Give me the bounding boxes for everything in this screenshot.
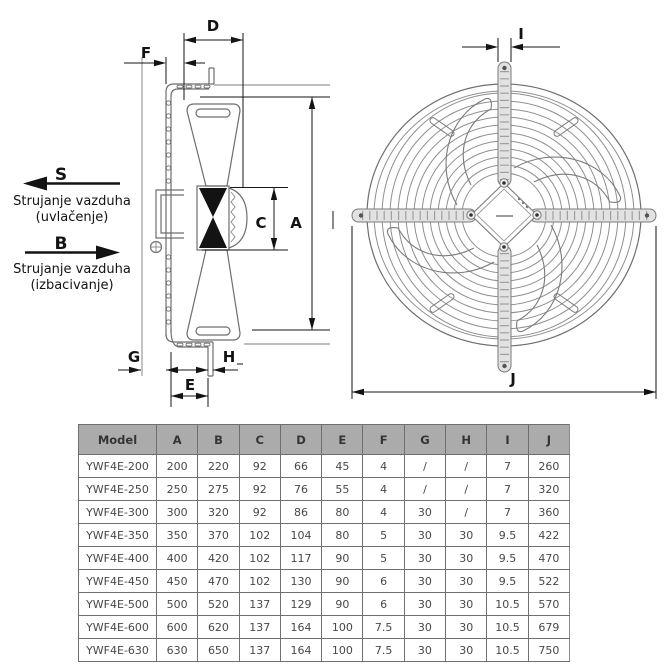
impeller-blade-upper xyxy=(187,104,240,186)
value-cell: 600 xyxy=(157,616,198,639)
table-row xyxy=(79,616,570,639)
value-cell: 102 xyxy=(239,570,280,593)
model-cell: YWF4E-300 xyxy=(79,501,157,524)
value-cell: 30 xyxy=(404,639,445,662)
airflow-intake-letter: S xyxy=(54,165,68,185)
model-cell: YWF4E-600 xyxy=(79,616,157,639)
value-cell: 5 xyxy=(363,547,404,570)
table-row xyxy=(79,455,570,478)
value-cell: 520 xyxy=(198,593,239,616)
dimension-H xyxy=(196,348,243,373)
svg-text:H: H xyxy=(222,348,236,366)
airflow-intake-text: Strujanje vazduha xyxy=(13,194,131,209)
value-cell: 300 xyxy=(157,501,198,524)
value-cell: 200 xyxy=(157,455,198,478)
value-cell: 137 xyxy=(239,616,280,639)
table-row xyxy=(79,478,570,501)
value-cell: 45 xyxy=(322,455,363,478)
value-cell: 7.5 xyxy=(363,639,404,662)
value-cell: 117 xyxy=(280,547,321,570)
value-cell: 100 xyxy=(322,616,363,639)
value-cell: 130 xyxy=(280,570,321,593)
value-cell: 30 xyxy=(446,616,487,639)
value-cell: 30 xyxy=(404,570,445,593)
value-cell: 7 xyxy=(487,455,528,478)
table-row xyxy=(79,501,570,524)
value-cell: 30 xyxy=(446,524,487,547)
value-cell: 9.5 xyxy=(487,524,528,547)
value-cell: 10.5 xyxy=(487,593,528,616)
value-cell: 522 xyxy=(528,570,569,593)
airflow-legend xyxy=(13,165,131,293)
value-cell: 164 xyxy=(280,639,321,662)
column-header: D xyxy=(280,425,321,455)
airflow-exhaust-subtext: (izbacivanje) xyxy=(30,278,114,293)
value-cell: 750 xyxy=(528,639,569,662)
value-cell: 470 xyxy=(528,547,569,570)
table-row xyxy=(79,524,570,547)
value-cell: 30 xyxy=(404,593,445,616)
column-header: I xyxy=(487,425,528,455)
dimension-I xyxy=(462,25,560,62)
column-header: A xyxy=(157,425,198,455)
model-cell: YWF4E-630 xyxy=(79,639,157,662)
value-cell: 250 xyxy=(157,478,198,501)
value-cell: 6 xyxy=(363,570,404,593)
table-row xyxy=(79,547,570,570)
svg-text:C: C xyxy=(255,214,267,232)
value-cell: 320 xyxy=(528,478,569,501)
value-cell: 100 xyxy=(322,639,363,662)
value-cell: 164 xyxy=(280,616,321,639)
value-cell: 86 xyxy=(280,501,321,524)
column-header: E xyxy=(322,425,363,455)
svg-text:F: F xyxy=(140,44,152,62)
value-cell: 6 xyxy=(363,593,404,616)
panel-holes xyxy=(166,101,170,324)
header-row xyxy=(79,425,570,455)
table-row xyxy=(79,593,570,616)
dimension-F xyxy=(124,44,205,376)
value-cell: 400 xyxy=(157,547,198,570)
value-cell: 630 xyxy=(157,639,198,662)
panel-foot-lip xyxy=(208,342,213,376)
motor-end-hatch xyxy=(231,192,235,242)
spec-table xyxy=(78,424,570,662)
column-header: G xyxy=(404,425,445,455)
column-header: H xyxy=(446,425,487,455)
value-cell: 137 xyxy=(239,593,280,616)
value-cell: 90 xyxy=(322,547,363,570)
value-cell: 9.5 xyxy=(487,570,528,593)
value-cell: 470 xyxy=(198,570,239,593)
column-header: J xyxy=(528,425,569,455)
value-cell: 4 xyxy=(363,478,404,501)
value-cell: 137 xyxy=(239,639,280,662)
value-cell: 620 xyxy=(198,616,239,639)
panel-top-flange-inner xyxy=(171,89,209,96)
svg-text:D: D xyxy=(206,17,220,35)
value-cell: 92 xyxy=(239,501,280,524)
column-header: Model xyxy=(79,425,157,455)
value-cell: 5 xyxy=(363,524,404,547)
value-cell: 90 xyxy=(322,570,363,593)
model-cell: YWF4E-200 xyxy=(79,455,157,478)
airflow-intake-subtext: (uvlačenje) xyxy=(35,210,109,225)
left-arrow-icon xyxy=(23,177,47,191)
front-view-drawing xyxy=(352,62,656,372)
motor-hatch-bottom xyxy=(199,217,227,248)
model-cell: YWF4E-500 xyxy=(79,593,157,616)
value-cell: 4 xyxy=(363,455,404,478)
table-row xyxy=(79,570,570,593)
value-cell: 129 xyxy=(280,593,321,616)
motor-end-bell xyxy=(229,188,247,248)
column-header: B xyxy=(198,425,239,455)
svg-text:I: I xyxy=(518,25,524,43)
value-cell: 679 xyxy=(528,616,569,639)
model-cell: YWF4E-450 xyxy=(79,570,157,593)
model-cell: YWF4E-400 xyxy=(79,547,157,570)
value-cell: 10.5 xyxy=(487,616,528,639)
column-header: C xyxy=(239,425,280,455)
value-cell: 450 xyxy=(157,570,198,593)
dimension-D xyxy=(184,17,243,188)
motor-hatch-top xyxy=(199,188,227,217)
value-cell: 9.5 xyxy=(487,547,528,570)
value-cell: 76 xyxy=(280,478,321,501)
blade-slot-lower xyxy=(196,327,230,335)
motor-bracket xyxy=(156,190,184,238)
value-cell: 55 xyxy=(322,478,363,501)
value-cell: 650 xyxy=(198,639,239,662)
value-cell: / xyxy=(446,478,487,501)
value-cell: 30 xyxy=(446,639,487,662)
value-cell: 92 xyxy=(239,478,280,501)
value-cell: 102 xyxy=(239,524,280,547)
value-cell: 320 xyxy=(198,501,239,524)
table-row xyxy=(79,639,570,662)
value-cell: / xyxy=(404,455,445,478)
airflow-exhaust-letter: B xyxy=(54,234,68,254)
panel-top-tab xyxy=(209,68,214,84)
value-cell: 260 xyxy=(528,455,569,478)
svg-text:J: J xyxy=(510,370,516,388)
model-cell: YWF4E-350 xyxy=(79,524,157,547)
value-cell: 80 xyxy=(322,501,363,524)
value-cell: 30 xyxy=(446,547,487,570)
value-cell: 422 xyxy=(528,524,569,547)
svg-text:E: E xyxy=(184,376,196,394)
value-cell: 220 xyxy=(198,455,239,478)
airflow-exhaust-text: Strujanje vazduha xyxy=(13,262,131,277)
value-cell: 7 xyxy=(487,501,528,524)
value-cell: 350 xyxy=(157,524,198,547)
value-cell: 30 xyxy=(404,547,445,570)
column-header: F xyxy=(363,425,404,455)
value-cell: 90 xyxy=(322,593,363,616)
value-cell: / xyxy=(404,478,445,501)
svg-text:G: G xyxy=(127,348,141,366)
value-cell: 360 xyxy=(528,501,569,524)
value-cell: 500 xyxy=(157,593,198,616)
value-cell: 275 xyxy=(198,478,239,501)
value-cell: 7.5 xyxy=(363,616,404,639)
value-cell: 104 xyxy=(280,524,321,547)
model-cell: YWF4E-250 xyxy=(79,478,157,501)
value-cell: 30 xyxy=(446,570,487,593)
value-cell: / xyxy=(446,455,487,478)
value-cell: 66 xyxy=(280,455,321,478)
value-cell: 30 xyxy=(404,501,445,524)
svg-text:A: A xyxy=(290,214,302,232)
value-cell: 370 xyxy=(198,524,239,547)
hub-diamond xyxy=(467,179,541,251)
value-cell: / xyxy=(446,501,487,524)
value-cell: 92 xyxy=(239,455,280,478)
value-cell: 30 xyxy=(404,524,445,547)
value-cell: 4 xyxy=(363,501,404,524)
dimension-E xyxy=(171,352,208,407)
value-cell: 7 xyxy=(487,478,528,501)
value-cell: 80 xyxy=(322,524,363,547)
dimension-G xyxy=(118,348,208,373)
value-cell: 30 xyxy=(404,616,445,639)
value-cell: 420 xyxy=(198,547,239,570)
blade-slot-upper xyxy=(196,109,230,117)
right-arrow-icon xyxy=(96,246,120,260)
value-cell: 570 xyxy=(528,593,569,616)
value-cell: 102 xyxy=(239,547,280,570)
value-cell: 10.5 xyxy=(487,639,528,662)
value-cell: 30 xyxy=(446,593,487,616)
